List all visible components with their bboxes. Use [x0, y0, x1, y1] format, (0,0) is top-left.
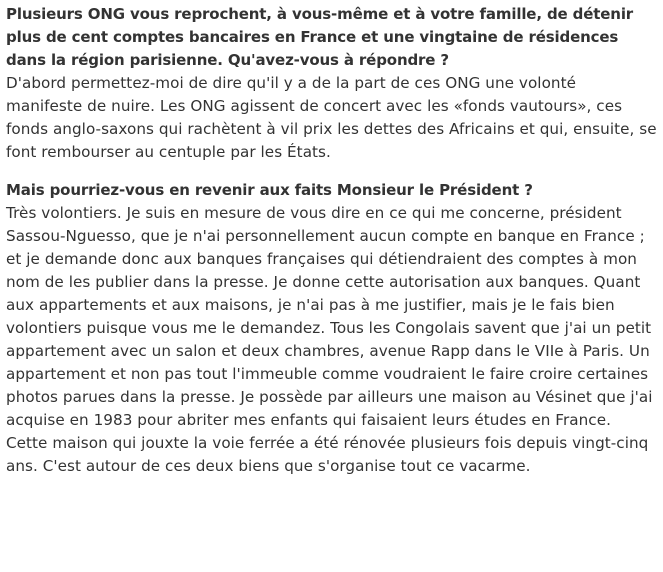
- qa-block: [6, 179, 657, 478]
- interview-question: Mais pourriez-vous en revenir aux faits Monsieur le Président ?: [6, 181, 533, 199]
- interview-question: Plusieurs ONG vous reprochent, à vous-même et à votre famille, de détenir plus de cent comptes bancaires en France et une vingtaine de résidences dans la région parisienne. Qu'avez-vous à répondre ?: [6, 5, 634, 69]
- interview-answer: D'abord permettez-moi de dire qu'il y a de la part de ces ONG une volonté manifeste de nuire. Les ONG agissent de concert avec les «fonds vautours», ces fonds anglo-saxons qui rachètent à vil prix les dettes des Africains et qui, ensuite, se font rembourser au centuple par les États.: [6, 74, 657, 161]
- interview-answer: Très volontiers. Je suis en mesure de vous dire en ce qui me concerne, président Sassou-Nguesso, que je n'ai personnellement aucun compte en banque en France ; et je demande donc aux banques françaises qui détiendraient des comptes à mon nom de les publier dans la presse. Je donne cette autorisation aux banques. Quant aux appartements et aux maisons, je n'ai pas à me justifier, mais je le fais bien volontiers puisque vous me le demandez. Tous les Congolais savent que j'ai un petit appartement avec un salon et deux chambres, avenue Rapp dans le VIIe à Paris. Un appartement et non pas tout l'immeuble comme voudraient le faire croire certaines photos parues dans la presse. Je possède par ailleurs une maison au Vésinet que j'ai acquise en 1983 pour abriter mes enfants qui faisaient leurs études en France. Cette maison qui jouxte la voie ferrée a été rénovée plusieurs fois depuis vingt-cinq ans. C'est autour de ces deux biens que s'organise tout ce vacarme.: [6, 204, 653, 475]
- qa-block: [6, 3, 657, 164]
